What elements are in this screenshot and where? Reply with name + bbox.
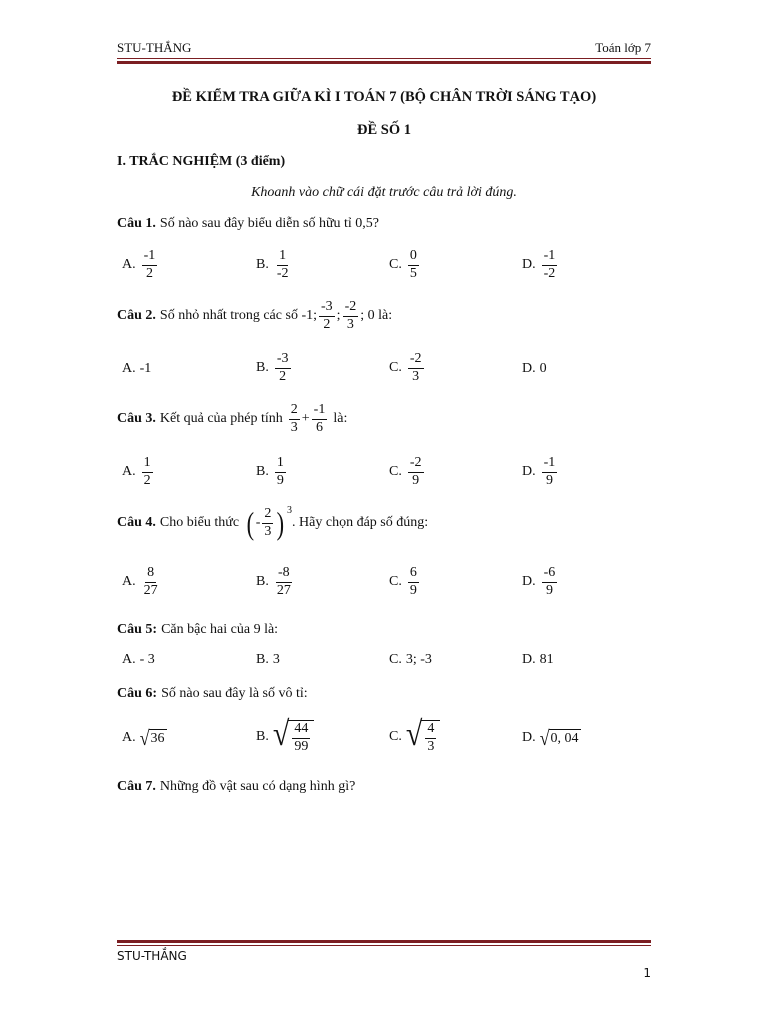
denominator: -2: [543, 265, 556, 281]
question-4: [117, 505, 429, 542]
denominator: -2: [276, 265, 289, 281]
q1-option-c[interactable]: [389, 249, 421, 281]
numerator: -2: [408, 352, 424, 369]
option-value: 3; -3: [405, 652, 432, 667]
fraction: [275, 566, 293, 598]
footer-left: STU-THẮNG: [117, 949, 187, 963]
denominator: 5: [409, 265, 417, 281]
q6-option-a[interactable]: [122, 726, 167, 750]
denominator: 3: [412, 368, 420, 384]
numerator: 1: [277, 249, 288, 266]
question-text: Số nào sau đây là số vô tỉ:: [161, 686, 308, 701]
fraction: [542, 249, 558, 281]
q6-option-d[interactable]: [522, 726, 581, 750]
fraction: [312, 403, 328, 435]
question-1: [117, 216, 379, 232]
radicand: 36: [150, 731, 165, 746]
question-2: [117, 300, 392, 332]
header-right: Toán lớp 7: [595, 40, 651, 55]
question-5: [117, 622, 278, 638]
fraction: [292, 722, 310, 754]
power-expression: [245, 505, 293, 542]
radicand: 0, 04: [550, 731, 579, 746]
left-paren-icon: (: [246, 505, 255, 542]
header-left: STU-THẮNG: [117, 40, 192, 55]
minus-sign: -: [255, 515, 261, 531]
document-subtitle: ĐỀ SỐ 1: [357, 122, 411, 138]
square-root: [139, 726, 167, 750]
plus-operator: +: [301, 411, 310, 427]
question-label: Câu 7.: [117, 779, 156, 794]
fraction: [542, 566, 558, 598]
q2-option-d[interactable]: [522, 361, 547, 377]
denominator: 27: [143, 582, 158, 598]
question-text-end: là:: [333, 411, 348, 427]
square-root: [539, 726, 581, 750]
fraction: [289, 403, 300, 435]
option-label: D.: [522, 464, 536, 480]
option-label: C.: [389, 574, 402, 590]
question-text: Những đồ vật sau có dạng hình gì?: [159, 779, 356, 794]
option-label: A.: [122, 361, 136, 376]
radical-icon: √: [139, 726, 150, 750]
option-label: B.: [256, 464, 269, 480]
fraction: [343, 300, 359, 332]
option-label: C.: [389, 729, 402, 745]
separator: ;: [336, 308, 341, 324]
fraction: [142, 249, 158, 281]
option-value: -1: [139, 361, 152, 376]
numerator: 8: [145, 566, 156, 583]
option-label: C.: [389, 257, 402, 273]
q2-option-a[interactable]: [122, 361, 151, 377]
question-7: [117, 779, 355, 795]
radical-icon: √: [272, 715, 290, 754]
document-title: ĐỀ KIỂM TRA GIỮA KÌ I TOÁN 7 (BỘ CHÂN TRỜI SÁNG TẠO): [171, 89, 597, 105]
radical-icon: √: [405, 715, 423, 754]
q4-option-c[interactable]: [389, 566, 421, 598]
numerator: 44: [292, 722, 310, 739]
fraction: [542, 456, 558, 488]
option-label: B.: [256, 652, 269, 667]
q3-option-d[interactable]: [522, 456, 559, 488]
numerator: 2: [289, 403, 300, 420]
q3-option-b[interactable]: [256, 456, 288, 488]
option-label: C.: [389, 360, 402, 376]
q4-option-d[interactable]: [522, 566, 559, 598]
radicand: [288, 720, 314, 754]
fraction: [275, 352, 291, 384]
q2-option-c[interactable]: [389, 352, 426, 384]
numerator: -1: [312, 403, 328, 420]
numerator: -1: [142, 249, 158, 266]
denominator: 3: [290, 419, 298, 435]
fraction: [408, 456, 424, 488]
instruction: Khoanh vào chữ cái đặt trước câu trả lời đúng.: [251, 185, 517, 200]
option-value: 81: [539, 652, 554, 667]
fraction: [425, 722, 436, 754]
question-text-end: ; 0 là:: [360, 308, 393, 324]
option-label: D.: [522, 574, 536, 590]
denominator: 27: [276, 582, 291, 598]
option-value: - 3: [139, 652, 155, 667]
fraction: [142, 566, 160, 598]
radicand: [421, 720, 440, 754]
question-text: Số nào sau đây biểu diễn số hữu tỉ 0,5?: [159, 216, 380, 231]
header-rule-thin: [117, 58, 651, 59]
q3-option-c[interactable]: [389, 456, 426, 488]
q6-option-c[interactable]: [389, 715, 440, 754]
question-label: Câu 6:: [117, 686, 158, 701]
numerator: -3: [319, 300, 335, 317]
denominator: 9: [276, 472, 284, 488]
denominator: 3: [346, 316, 354, 332]
footer-rule-thin: [117, 945, 651, 946]
q6-option-b[interactable]: [256, 715, 314, 754]
numerator: -6: [542, 566, 558, 583]
numerator: 1: [142, 456, 153, 473]
q5-option-c[interactable]: [389, 652, 432, 668]
denominator: 3: [264, 523, 272, 539]
fraction: [408, 352, 424, 384]
fraction: [408, 566, 419, 598]
fraction: [275, 456, 286, 488]
question-text: Cho biểu thức: [159, 515, 240, 531]
option-label: C.: [389, 652, 402, 667]
option-label: D.: [522, 730, 536, 745]
option-label: D.: [522, 652, 536, 667]
numerator: -2: [408, 456, 424, 473]
q5-option-d[interactable]: [522, 652, 554, 668]
question-text: Số nhỏ nhất trong các số -1;: [159, 308, 317, 324]
option-label: A.: [122, 730, 136, 745]
question-text-end: . Hãy chọn đáp số đúng:: [292, 515, 429, 531]
option-label: B.: [256, 729, 269, 745]
q5-option-b[interactable]: [256, 652, 280, 668]
footer-rule-thick: [117, 940, 651, 943]
denominator: 2: [145, 265, 153, 281]
right-paren-icon: ): [276, 505, 285, 542]
page-number: 1: [643, 966, 651, 980]
exponent: 3: [287, 505, 293, 516]
numerator: -8: [276, 566, 292, 583]
numerator: -3: [275, 352, 291, 369]
numerator: 2: [262, 507, 273, 524]
question-label: Câu 5:: [117, 622, 158, 637]
fraction: [319, 300, 335, 332]
fraction: [275, 249, 291, 281]
q1-option-b[interactable]: [256, 249, 293, 281]
numerator: -1: [542, 249, 558, 266]
section-heading: I. TRẮC NGHIỆM (3 điểm): [117, 154, 286, 169]
denominator: 6: [316, 419, 323, 435]
numerator: -1: [542, 456, 558, 473]
q5-option-a[interactable]: [122, 652, 155, 668]
numerator: 6: [408, 566, 419, 583]
question-label: Câu 1.: [117, 216, 156, 231]
numerator: 4: [425, 722, 436, 739]
numerator: 0: [408, 249, 419, 266]
q2-option-b[interactable]: [256, 352, 293, 384]
option-label: A.: [122, 464, 136, 480]
numerator: -2: [343, 300, 359, 317]
fraction: [142, 456, 153, 488]
radical-icon: √: [539, 726, 550, 750]
square-root: [405, 715, 440, 754]
option-label: D.: [522, 257, 536, 273]
q1-option-d[interactable]: [522, 249, 559, 281]
denominator: 2: [323, 316, 331, 332]
option-value: 0: [539, 361, 547, 376]
denominator: 9: [409, 582, 417, 598]
option-label: A.: [122, 257, 136, 273]
q3-option-a[interactable]: [122, 456, 155, 488]
q4-option-a[interactable]: [122, 566, 162, 598]
question-text: Căn bậc hai của 9 là:: [161, 622, 279, 637]
option-label: A.: [122, 652, 136, 667]
option-label: D.: [522, 361, 536, 376]
option-label: B.: [256, 574, 269, 590]
question-6: [117, 686, 308, 702]
question-label: Câu 4.: [117, 515, 156, 531]
q4-option-b[interactable]: [256, 566, 295, 598]
fraction: [408, 249, 419, 281]
q1-option-a[interactable]: [122, 249, 159, 281]
square-root: [272, 715, 314, 754]
option-label: B.: [256, 360, 269, 376]
denominator: 2: [279, 368, 287, 384]
option-label: B.: [256, 257, 269, 273]
numerator: 1: [275, 456, 286, 473]
fraction: [262, 507, 273, 539]
denominator: 2: [143, 472, 151, 488]
question-text: Kết quả của phép tính: [159, 411, 283, 427]
option-value: 3: [272, 652, 280, 667]
question-3: [117, 403, 347, 435]
question-label: Câu 3.: [117, 411, 156, 427]
denominator: 3: [427, 738, 435, 754]
header-rule-thick: [117, 61, 651, 64]
option-label: A.: [122, 574, 136, 590]
option-label: C.: [389, 464, 402, 480]
denominator: 9: [545, 582, 553, 598]
denominator: 9: [545, 472, 553, 488]
denominator: 99: [294, 738, 309, 754]
denominator: 9: [412, 472, 420, 488]
question-label: Câu 2.: [117, 308, 156, 324]
